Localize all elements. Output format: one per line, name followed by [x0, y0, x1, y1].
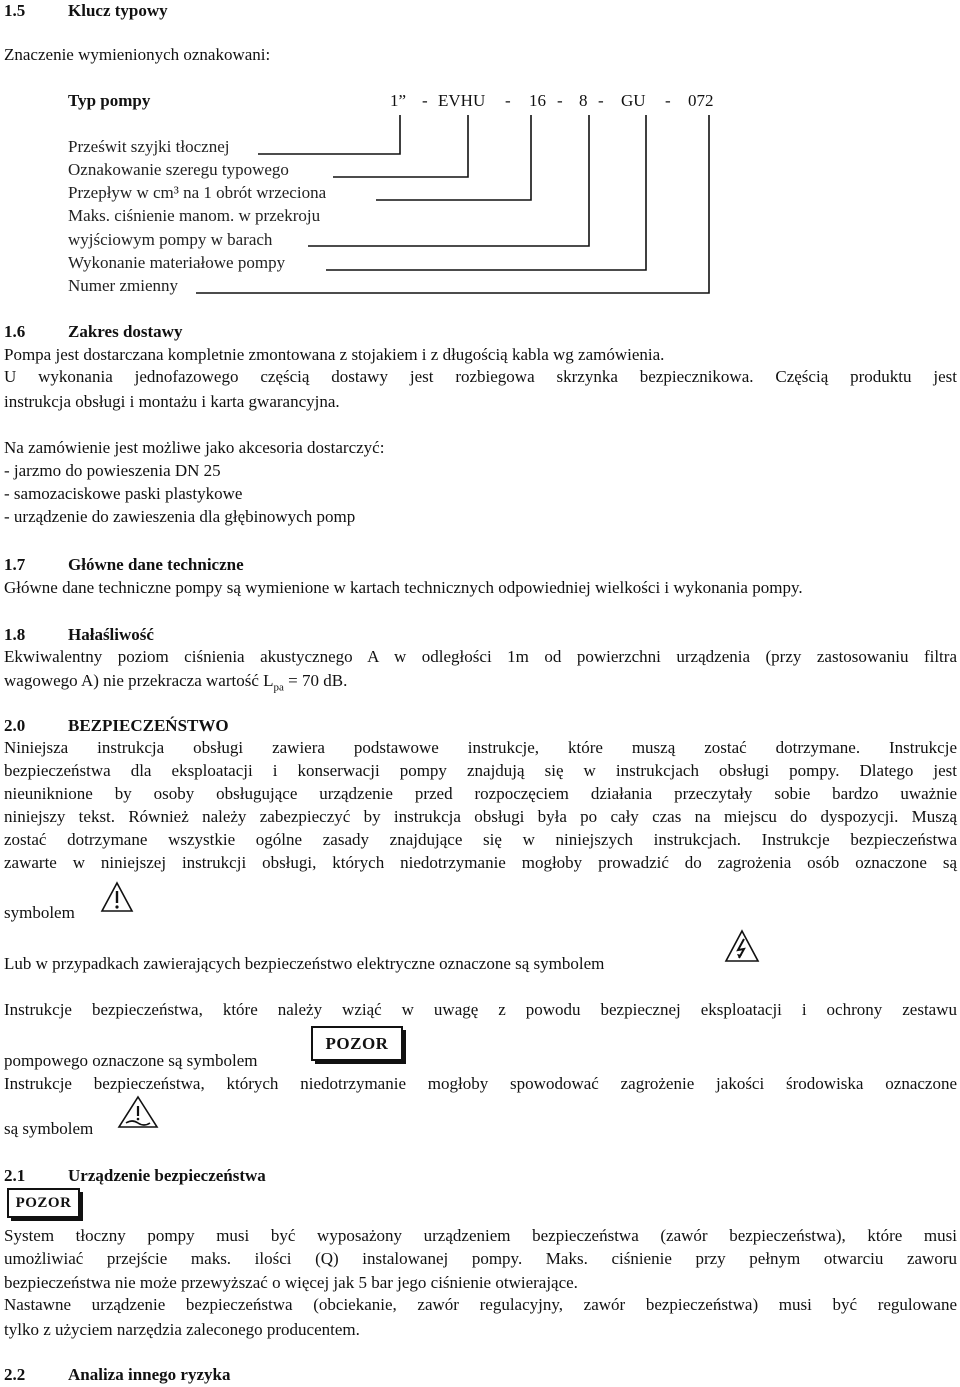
list-item: - urządzenie do zawieszenia dla głębinowych pomp — [4, 507, 356, 526]
section-title: Analiza innego ryzyka — [68, 1365, 231, 1384]
section-number: 1.5 — [4, 1, 26, 20]
paragraph-line: niniejszy tekst. Również należy zabezpieczyć by instrukcja obsługi była po cały czas na miejscu do dyspozycji. Muszą — [4, 807, 957, 826]
section-title: Urządzenie bezpieczeństwa — [68, 1166, 266, 1185]
paragraph: Główne dane techniczne pompy są wymienione w kartach technicznych odpowiedniej wielkości i wykonania pompy. — [4, 578, 803, 597]
pozor-symbol: POZOR — [7, 1188, 80, 1218]
section-title: Główne dane techniczne — [68, 555, 244, 574]
code-part: EVHU — [438, 91, 486, 110]
symbol-caption: Lub w przypadkach zawierających bezpieczeństwo elektryczne oznaczone są symbolem — [4, 954, 605, 973]
designation-intro: Znaczenie wymienionych oznakowani: — [4, 45, 271, 64]
paragraph: Pompa jest dostarczana kompletnie zmontowana z stojakiem i z długością kabla wg zamówienia. — [4, 345, 665, 364]
code-part: 1” — [390, 91, 407, 110]
paragraph-line: zawarte w niniejszej instrukcji obsługi, których niedotrzymanie mogłoby prowadzić do zagrożenia osób oznaczone są — [4, 853, 957, 872]
section-2-0-heading — [4, 717, 229, 734]
legend-item: Oznakowanie szeregu typowego — [68, 160, 289, 179]
symbol-caption: są symbolem — [4, 1119, 94, 1138]
section-number: 1.6 — [4, 322, 26, 341]
pozor-symbol: POZOR — [311, 1026, 403, 1061]
section-number: 2.2 — [4, 1365, 26, 1384]
list-item: - samozaciskowe paski plastykowe — [4, 484, 243, 503]
legend-item: Przepływ w cm³ na 1 obrót wrzeciona — [68, 183, 327, 202]
paragraph-line: Niniejsza instrukcja obsługi zawiera podstawowe instrukcje, które muszą zostać dotrzymane. Instrukcje — [4, 738, 957, 757]
paragraph-line: nieuniknione by osoby obsługujące urządzenie przed rozpoczęciem działania przeczytały sobie bardzo uważnie — [4, 784, 957, 803]
section-number: 2.0 — [4, 716, 26, 735]
type-key-label: Typ pompy — [68, 91, 151, 110]
code-sep: - — [665, 91, 671, 110]
legend-item: Wykonanie materiałowe pompy — [68, 253, 286, 272]
code-sep: - — [422, 91, 428, 110]
legend-item: Numer zmienny — [68, 276, 178, 295]
warning-icon — [100, 880, 134, 914]
environment-hazard-icon — [116, 1094, 160, 1130]
symbol-caption: symbolem — [4, 903, 75, 922]
section-number: 2.1 — [4, 1166, 26, 1185]
subscript: pa — [273, 681, 284, 694]
paragraph-line: umożliwiać przejście maks. ilości (Q) instalowanej pompy. Maks. ciśnienie przy pełnym otwarciu zaworu — [4, 1249, 957, 1268]
section-1-8-heading — [4, 626, 154, 643]
section-title: Zakres dostawy — [68, 322, 183, 341]
section-1-7-heading — [4, 556, 244, 573]
electric-hazard-icon — [724, 928, 760, 964]
paragraph-line: bezpieczeństwa nie może przewyższać o więcej jak 5 bar jego ciśnienie otwierające. — [4, 1273, 578, 1292]
paragraph-line: bezpieczeństwa dla eksploatacji i konserwacji pompy znajdują się w instrukcjach obsługi pompy. Dlatego jest — [4, 761, 957, 780]
paragraph-line: Nastawne urządzenie bezpieczeństwa (obciekanie, zawór regulacyjny, zawór bezpieczeństwa) musi być regulowane — [4, 1295, 957, 1314]
legend-item: Prześwit szyjki tłocznej — [68, 137, 230, 156]
paragraph-line: Instrukcje bezpieczeństwa, których niedotrzymanie mogłoby spowodować zagrożenie jakości środowiska oznaczone — [4, 1074, 957, 1093]
legend-item: wyjściowym pompy w barach — [68, 230, 273, 249]
paragraph: instrukcja obsługi i montażu i karta gwarancyjna. — [4, 392, 340, 411]
text: wagowego A) nie przekracza wartość L — [4, 671, 274, 690]
code-sep: - — [598, 91, 604, 110]
paragraph: U wykonania jednofazowego częścią dostawy jest rozbiegowa skrzynka bezpiecznikowa. Częścią produktu jest — [4, 367, 957, 386]
paragraph-line: Instrukcje bezpieczeństwa, które należy wziąć w uwagę z powodu bezpiecznej eksploatacji i ochrony zestawu — [4, 1000, 957, 1019]
paragraph-line: System tłoczny pompy musi być wyposażony urządzeniem bezpieczeństwa (zawór bezpieczeństwa), które musi — [4, 1226, 957, 1245]
paragraph — [4, 672, 347, 693]
code-sep: - — [505, 91, 511, 110]
code-part: 16 — [529, 91, 546, 110]
list-item: - jarzmo do powieszenia DN 25 — [4, 461, 221, 480]
section-title: Hałaśliwość — [68, 625, 154, 644]
section-number: 1.7 — [4, 555, 26, 574]
paragraph: Ekwiwalentny poziom ciśnienia akustycznego A w odległości 1m od powierzchni urządzenia (przy zastosowaniu filtra — [4, 647, 957, 666]
code-part: GU — [621, 91, 646, 110]
legend-item: Maks. ciśnienie manom. w przekroju — [68, 206, 321, 225]
section-number: 1.8 — [4, 625, 26, 644]
section-1-6-heading — [4, 323, 182, 340]
section-title: Klucz typowy — [68, 1, 168, 20]
code-part: 8 — [579, 91, 588, 110]
section-title: BEZPIECZEŃSTWO — [68, 716, 229, 735]
text: = 70 dB. — [283, 671, 348, 690]
symbol-caption: pompowego oznaczone są symbolem — [4, 1051, 258, 1070]
type-key-connector-lines — [0, 0, 960, 300]
section-2-2-heading — [4, 1366, 230, 1383]
section-2-1-heading — [4, 1167, 266, 1184]
code-sep: - — [557, 91, 563, 110]
paragraph-line: zostać dotrzymane wszystkie ogólne zasady znajdujące się w niniejszych instrukcjach. Instrukcje bezpieczeństwa — [4, 830, 957, 849]
paragraph-line: tylko z użyciem narzędzia zaleconego producentem. — [4, 1320, 360, 1339]
code-part: 072 — [688, 91, 714, 110]
paragraph: Na zamówienie jest możliwe jako akcesoria dostarczyć: — [4, 438, 385, 457]
